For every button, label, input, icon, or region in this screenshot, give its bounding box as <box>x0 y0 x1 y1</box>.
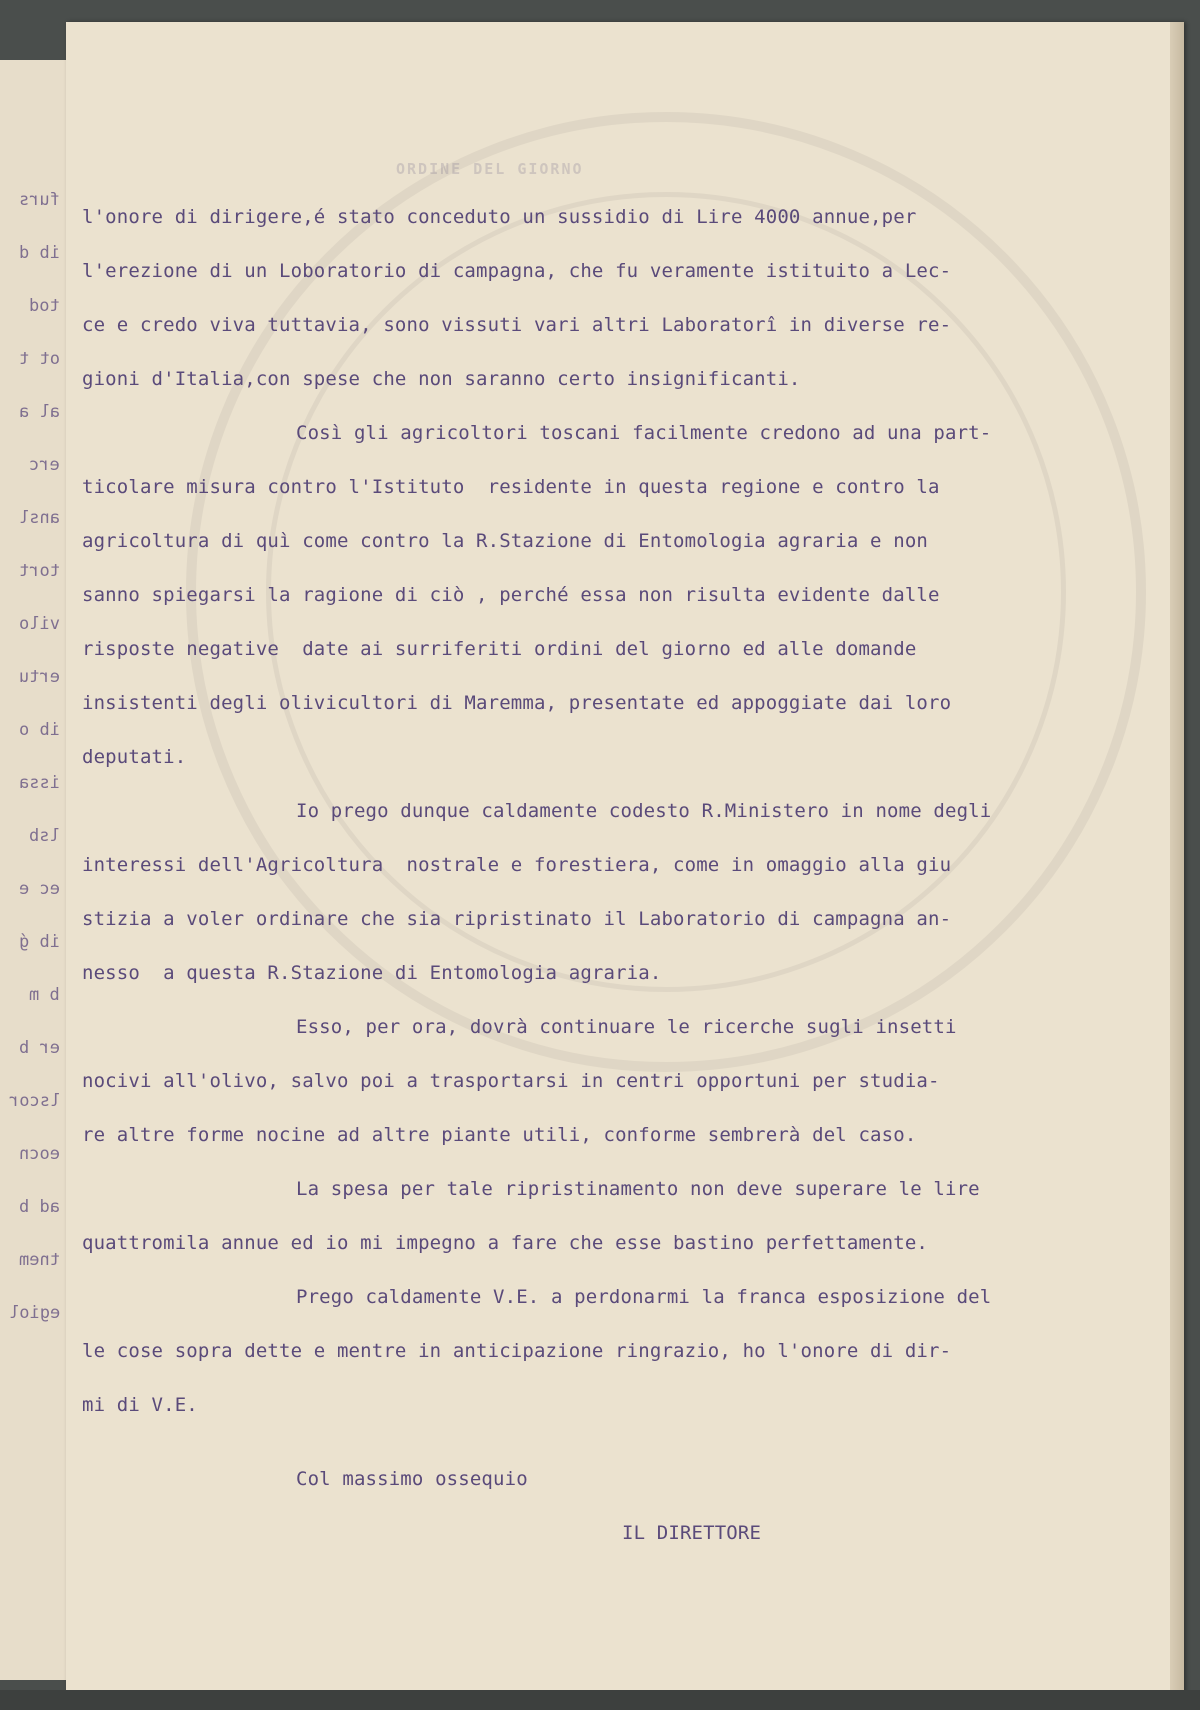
margin-fragment: ot t <box>19 349 60 369</box>
paragraph-2 <box>82 406 1082 784</box>
text-line: Esso, per ora, dovrà continuare le ricerche sugli insetti <box>296 1016 957 1038</box>
text-line: l'onore di dirigere,é stato conceduto un sussidio di Lire 4000 annue,per <box>82 206 917 228</box>
text-line: La spesa per tale ripristinamento non deve superare le lire <box>296 1178 980 1200</box>
margin-fragment: ad b <box>19 1197 60 1217</box>
text-line: interessi dell'Agricoltura nostrale e forestiera, come in omaggio alla giu <box>82 854 952 876</box>
text-line: mi di V.E. <box>82 1394 198 1416</box>
margin-fragment: eocn <box>19 1144 60 1164</box>
adjacent-page-margin <box>0 60 67 1680</box>
text-line: insistenti degli olivicultori di Maremma, presentate ed appoggiate dai loro <box>82 692 952 714</box>
bleed-through-header: ORDINE DEL GIORNO <box>396 160 584 178</box>
margin-fragment: vilo <box>19 614 60 634</box>
margin-fragment: ertu <box>19 667 60 687</box>
margin-fragment: furs <box>19 190 60 210</box>
text-line: deputati. <box>82 746 187 768</box>
page-edge <box>1170 22 1184 1710</box>
closing-salutation: Col massimo ossequio <box>296 1468 528 1490</box>
text-line: l'erezione di un Loboratorio di campagna, che fu veramente istituito a Lec- <box>82 260 952 282</box>
paragraph-5 <box>82 1162 1082 1270</box>
margin-fragment: er b <box>19 1038 60 1058</box>
margin-fragment: issa <box>19 773 60 793</box>
text-line: risposte negative date ai surriferiti ordini del giorno ed alle domande <box>82 638 917 660</box>
scan-border <box>0 1690 1200 1710</box>
text-line: nesso a questa R.Stazione di Entomologia agraria. <box>82 962 662 984</box>
margin-fragment: lsb <box>29 826 60 846</box>
margin-fragment: ib ǵ <box>19 932 60 952</box>
margin-fragment: ansl <box>19 508 60 528</box>
text-line: Così gli agricoltori toscani facilmente credono ad una part- <box>296 422 992 444</box>
paragraph-1 <box>82 190 1082 406</box>
text-line: Io prego dunque caldamente codesto R.Ministero in nome degli <box>296 800 992 822</box>
margin-fragment: ib d <box>19 243 60 263</box>
text-line: le cose sopra dette e mentre in anticipazione ringrazio, ho l'onore di dir- <box>82 1340 952 1362</box>
signature-title: IL DIRETTORE <box>622 1522 762 1544</box>
paragraph-4 <box>82 1000 1082 1162</box>
paragraph-3 <box>82 784 1082 1000</box>
text-line: quattromila annue ed io mi impegno a fare che esse bastino perfettamente. <box>82 1232 928 1254</box>
margin-fragment: lscor <box>8 1091 60 1111</box>
margin-fragment: egiol <box>8 1303 60 1323</box>
margin-fragment: tod <box>29 296 60 316</box>
text-line: ticolare misura contro l'Istituto residente in questa regione e contro la <box>82 476 940 498</box>
text-line: nocivi all'olivo, salvo poi a trasportarsi in centri opportuni per studia- <box>82 1070 940 1092</box>
text-line: Prego caldamente V.E. a perdonarmi la franca esposizione del <box>296 1286 992 1308</box>
text-line: sanno spiegarsi la ragione di ciò , perché essa non risulta evidente dalle <box>82 584 940 606</box>
text-line: re altre forme nocine ad altre piante utili, conforme sembrerà del caso. <box>82 1124 917 1146</box>
paragraph-6 <box>82 1270 1082 1432</box>
margin-fragment: ec e <box>19 879 60 899</box>
margin-fragment: tnem <box>19 1250 60 1270</box>
margin-fragment: al a <box>19 402 60 422</box>
text-line: stizia a voler ordinare che sia ripristinato il Laboratorio di campagna an- <box>82 908 952 930</box>
margin-fragment: b m <box>29 985 60 1005</box>
margin-fragment: ib o <box>19 720 60 740</box>
letter-body <box>82 190 1082 1560</box>
text-line: ce e credo viva tuttavia, sono vissuti vari altri Laboratorî in diverse re- <box>82 314 952 336</box>
margin-fragment: erc <box>29 455 60 475</box>
text-line: agricoltura di quì come contro la R.Stazione di Entomologia agraria e non <box>82 530 928 552</box>
margin-fragment: tort <box>19 561 60 581</box>
text-line: gioni d'Italia,con spese che non saranno certo insignificanti. <box>82 368 801 390</box>
